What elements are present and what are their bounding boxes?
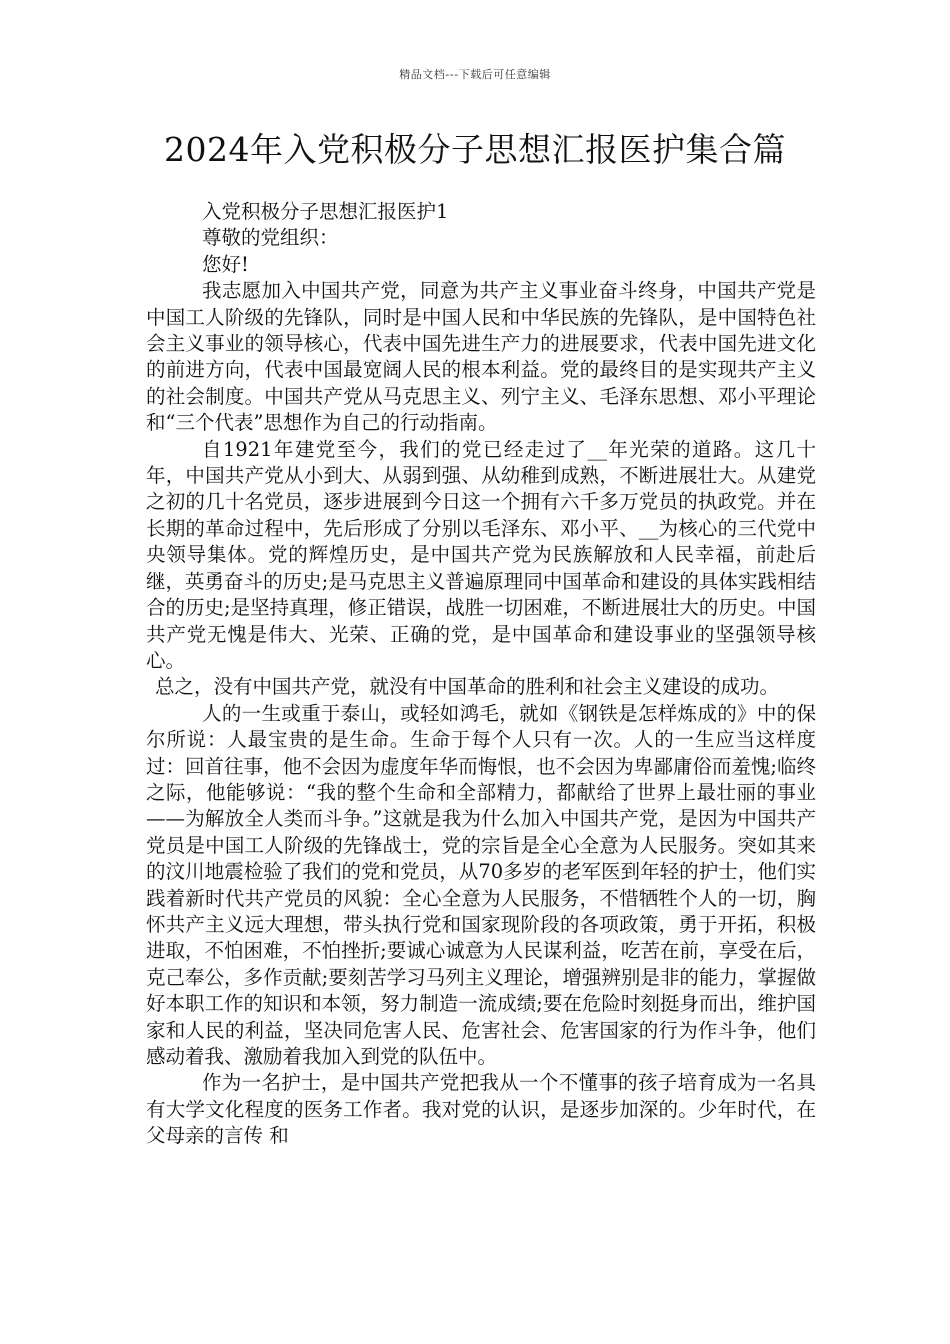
- header-note: 精品文档---下载后可任意编辑: [399, 68, 551, 81]
- salutation: 尊敬的党组织：: [202, 226, 339, 250]
- section-heading: 入党积极分子思想汇报医护1: [202, 200, 449, 223]
- document-title: 2024年入党积极分子思想汇报医护集合篇: [164, 130, 786, 169]
- paragraph: 总之，没有中国共产党，就没有中国革命的胜利和社会主义建设的成功。: [155, 675, 780, 699]
- document-body: [146, 199, 816, 1150]
- paragraph: 自1921年建党至今，我们的党已经走过了__年光荣的道路。这几十年，中国共产党从小到大、从弱到强、从幼稚到成熟，不断进展壮大。从建党之初的几十名党员，逐步进展到今日这一个拥有六千多万党员的执政党。并在长期的革命过程中，先后形成了分别以毛泽东、邓小平、__为核心的三代党中央领导集体。党的辉煌历史，是中国共产党为民族解放和人民幸福，前赴后继，英勇奋斗的历史;是马克思主义普遍原理同中国革命和建设的具体实践相结合的历史;是坚持真理，修正错误，战胜一切困难，不断进展壮大的历史。中国共产党无愧是伟大、光荣、正确的党，是中国革命和建设事业的坚强领导核心。: [146, 437, 816, 672]
- paragraph: 人的一生或重于泰山，或轻如鸿毛，就如《钢铁是怎样炼成的》中的保尔所说：人最宝贵的是生命。生命于每个人只有一次。人的一生应当这样度过：回首往事，他不会因为虚度年华而悔恨，也不会因为卑鄙庸俗而羞愧;临终之际，他能够说：“我的整个生命和全部精力，都献给了世界上最壮丽的事业——为解放全人类而斗争。”这就是我为什么加入中国共产党，是因为中国共产党员是中国工人阶级的先锋战士，党的宗旨是全心全意为人民服务。突如其来的汶川地震检验了我们的党和党员，从70多岁的老军医到年轻的护士，他们实践着新时代共产党员的风貌：全心全意为人民服务，不惜牺牲个人的一切，胸怀共产主义远大理想，带头执行党和国家现阶段的各项政策，勇于开拓，积极进取，不怕困难，不怕挫折;要诚心诚意为人民谋利益，吃苦在前，享受在后，克己奉公，多作贡献;要刻苦学习马列主义理论，增强辨别是非的能力，掌握做好本职工作的知识和本领，努力制造一流成绩;要在危险时刻挺身而出，维护国家和人民的利益，坚决同危害人民、危害社会、危害国家的行为作斗争，他们感动着我、激励着我加入到党的队伍中。: [146, 701, 816, 1068]
- greeting: 您好!: [202, 252, 249, 276]
- paragraph: 我志愿加入中国共产党，同意为共产主义事业奋斗终身，中国共产党是中国工人阶级的先锋队，同时是中国人民和中华民族的先锋队，是中国特色社会主义事业的领导核心，代表中国先进生产力的进展要求，代表中国先进文化的前进方向，代表中国最宽阔人民的根本利益。党的最终目的是实现共产主义的社会制度。中国共产党从马克思主义、列宁主义、毛泽东思想、邓小平理论和“三个代表”思想作为自己的行动指南。: [146, 279, 816, 435]
- paragraph: 作为一名护士，是中国共产党把我从一个不懂事的孩子培育成为一名具有大学文化程度的医务工作者。我对党的认识，是逐步加深的。少年时代，在父母亲的言传 和: [146, 1071, 816, 1148]
